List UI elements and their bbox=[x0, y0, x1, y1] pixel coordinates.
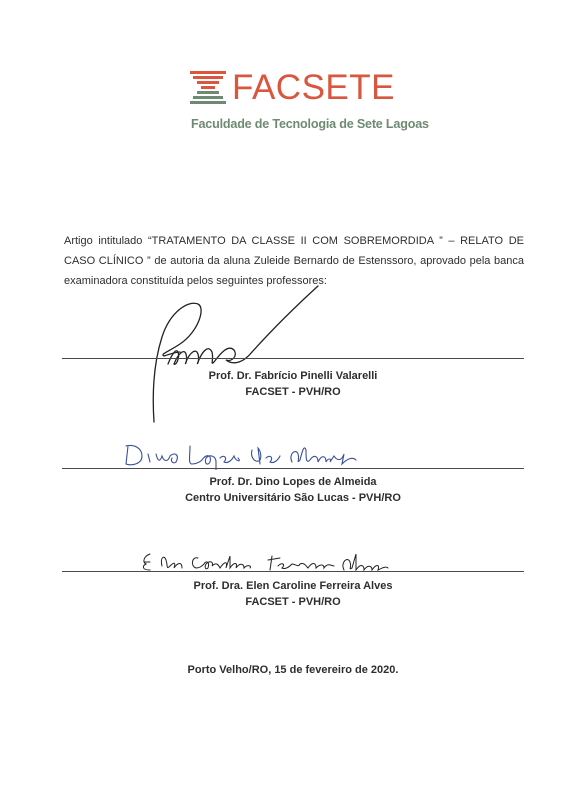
signature-line-2 bbox=[62, 468, 524, 469]
signatory-institution: FACSET - PVH/RO bbox=[245, 386, 341, 398]
signatory-institution: FACSET - PVH/RO bbox=[245, 596, 341, 608]
signature-line-1 bbox=[62, 358, 524, 359]
logo-tagline: Faculdade de Tecnologia de Sete Lagoas bbox=[191, 117, 429, 131]
place-date: Porto Velho/RO, 15 de fevereiro de 2020. bbox=[187, 664, 399, 676]
signatory-institution: Centro Universitário São Lucas - PVH/RO bbox=[185, 492, 401, 504]
signature-2 bbox=[120, 440, 360, 470]
logo-name: FACSETE bbox=[232, 68, 395, 107]
signature-1 bbox=[140, 282, 330, 427]
signatory-name: Prof. Dr. Fabrício Pinelli Valarelli bbox=[208, 370, 378, 382]
signatory-name: Prof. Dra. Elen Caroline Ferreira Alves bbox=[193, 580, 393, 592]
signatory-name: Prof. Dr. Dino Lopes de Almeida bbox=[209, 476, 377, 488]
intro-paragraph: Artigo intitulado “TRATAMENTO DA CLASSE II COM SOBREMORDIDA ” – RELATO DE CASO CLÍNICO ” de autoria da aluna Zuleide Bernardo de Estenssoro, aprovado pela banca examinadora constituída pelos seguintes professores: bbox=[64, 235, 524, 287]
facsete-emblem-icon bbox=[190, 71, 226, 105]
signature-3 bbox=[140, 550, 390, 572]
signature-line-3 bbox=[62, 571, 524, 572]
facsete-logo bbox=[190, 68, 429, 138]
